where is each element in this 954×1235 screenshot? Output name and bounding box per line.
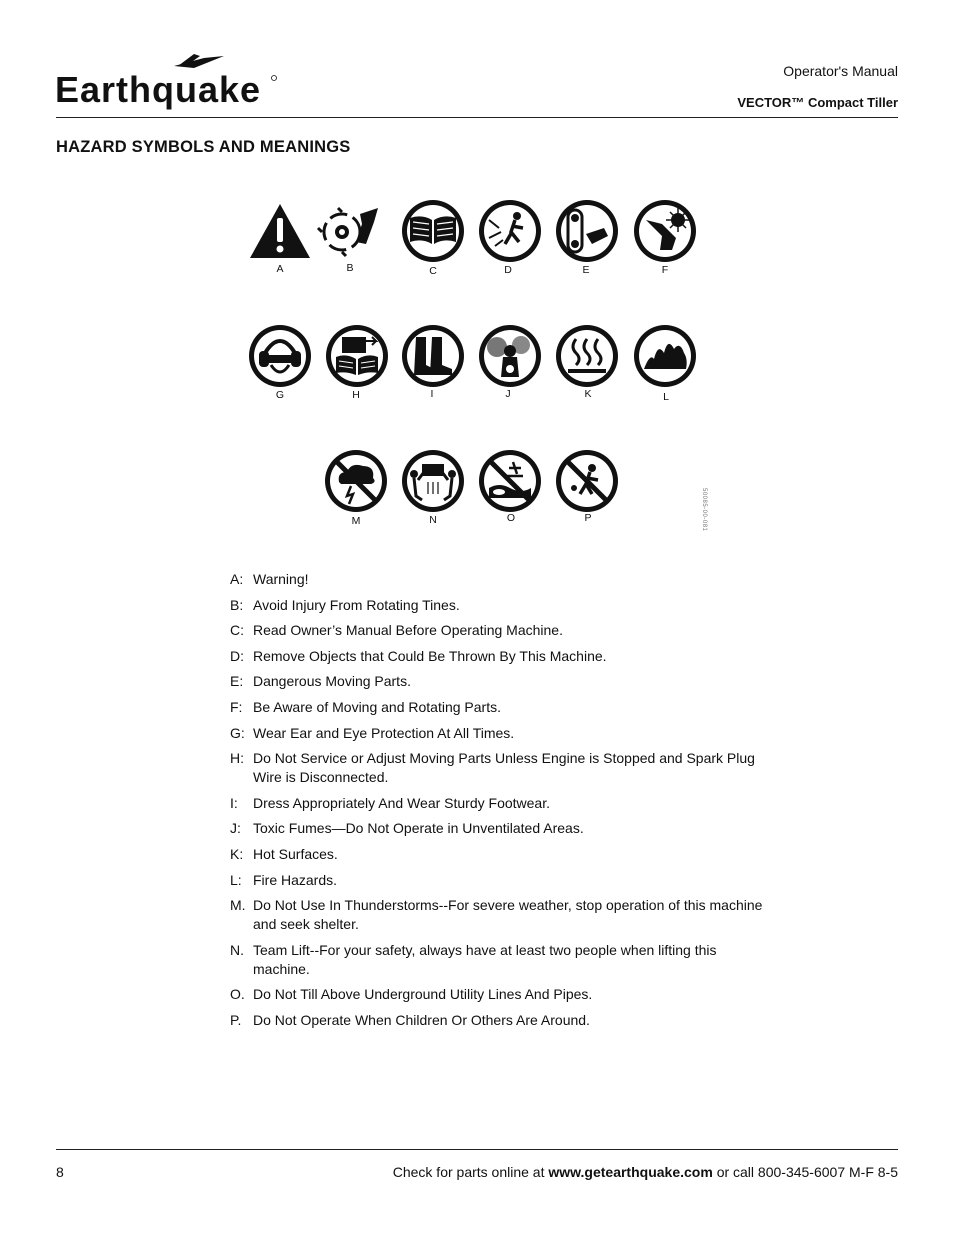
sturdy-footwear-icon bbox=[400, 323, 466, 389]
legend-text: Do Not Use In Thunderstorms--For severe weather, stop operation of this machine and seek shelter. bbox=[253, 897, 763, 933]
symbol-letter-l: L bbox=[663, 391, 669, 403]
no-children-icon bbox=[554, 448, 620, 514]
symbol-letter-h: H bbox=[352, 389, 360, 401]
legend-letter: C: bbox=[230, 622, 244, 639]
legend-text: Avoid Injury From Rotating Tines. bbox=[253, 596, 460, 613]
team-lift-icon bbox=[400, 448, 466, 514]
footer-suffix: or call 800-345-6007 M-F 8-5 bbox=[716, 1164, 898, 1180]
ear-eye-protection-icon bbox=[247, 323, 313, 389]
moving-parts-icon bbox=[554, 198, 620, 264]
product-name: Compact Tiller bbox=[807, 95, 898, 110]
legend-text: Be Aware of Moving and Rotating Parts. bbox=[253, 698, 501, 715]
legend-item bbox=[230, 647, 770, 666]
legend-letter: L: bbox=[230, 871, 242, 888]
symbol-letter-o: O bbox=[506, 512, 516, 524]
warning-triangle-icon bbox=[247, 198, 313, 264]
svg-text:Earthquake: Earthquake bbox=[55, 69, 262, 110]
section-title: HAZARD SYMBOLS AND MEANINGS bbox=[56, 138, 351, 156]
legend-text: Team Lift--For your safety, always have at least two people when lifting this machine. bbox=[253, 941, 717, 977]
legend-item bbox=[230, 570, 770, 589]
legend-item bbox=[230, 819, 770, 838]
footer-prefix: Check for parts online at bbox=[392, 1164, 545, 1180]
hazard-legend bbox=[230, 570, 770, 1037]
footer-url-link[interactable]: www.getearthquake.com bbox=[548, 1164, 713, 1180]
no-utility-lines-icon bbox=[477, 448, 543, 514]
fire-hazard-icon bbox=[632, 323, 698, 389]
legend-text: Do Not Till Above Underground Utility Lines And Pipes. bbox=[253, 986, 593, 1003]
legend-letter: E: bbox=[230, 673, 244, 690]
legend-letter: K: bbox=[230, 845, 244, 862]
symbol-letter-i: I bbox=[430, 388, 434, 400]
service-manual-icon bbox=[324, 323, 390, 389]
legend-item bbox=[230, 896, 770, 934]
legend-text: Dangerous Moving Parts. bbox=[253, 673, 411, 690]
legend-text: Fire Hazards. bbox=[253, 871, 338, 888]
legend-letter: J: bbox=[230, 820, 241, 837]
legend-item bbox=[230, 724, 770, 743]
legend-item bbox=[230, 621, 770, 640]
legend-letter: B: bbox=[230, 596, 244, 613]
thrown-objects-icon bbox=[477, 198, 543, 264]
legend-item bbox=[230, 1011, 770, 1030]
legend-text: Remove Objects that Could Be Thrown By This Machine. bbox=[253, 647, 607, 664]
toxic-fumes-icon bbox=[477, 323, 543, 389]
legend-item bbox=[230, 596, 770, 615]
legend-text: Toxic Fumes—Do Not Operate in Unventilated Areas. bbox=[253, 820, 584, 837]
legend-text: Read Owner’s Manual Before Operating Machine. bbox=[253, 622, 563, 639]
symbol-letter-d: D bbox=[504, 264, 512, 276]
legend-letter: A: bbox=[230, 571, 244, 587]
symbol-letter-n: N bbox=[429, 514, 437, 526]
legend-item bbox=[230, 672, 770, 691]
symbol-letter-c: C bbox=[429, 265, 437, 277]
hot-surface-icon bbox=[554, 323, 620, 389]
symbol-letter-b: B bbox=[346, 262, 354, 274]
symbol-letter-m: M bbox=[351, 515, 361, 527]
earthquake-logo bbox=[54, 52, 280, 114]
legend-letter: P. bbox=[230, 1011, 242, 1028]
earthquake-logo-icon bbox=[54, 52, 280, 114]
read-manual-icon bbox=[400, 198, 466, 264]
legend-item bbox=[230, 845, 770, 864]
no-thunderstorm-icon bbox=[323, 448, 389, 514]
symbol-letter-k: K bbox=[584, 388, 592, 400]
legend-letter: D: bbox=[230, 647, 244, 664]
legend-item bbox=[230, 749, 770, 787]
legend-item bbox=[230, 941, 770, 979]
legend-item bbox=[230, 871, 770, 890]
legend-text: Dress Appropriately And Wear Sturdy Footwear. bbox=[253, 794, 550, 811]
rotating-parts-hand-icon bbox=[632, 198, 698, 264]
symbol-letter-j: J bbox=[505, 388, 511, 400]
legend-item bbox=[230, 794, 770, 813]
legend-letter: M. bbox=[230, 897, 246, 914]
manual-label: Operator's Manual bbox=[783, 63, 898, 79]
header-divider bbox=[56, 117, 898, 118]
symbol-letter-p: P bbox=[584, 512, 592, 524]
footer-contact bbox=[393, 1164, 898, 1180]
page-number: 8 bbox=[56, 1164, 64, 1180]
symbol-letter-e: E bbox=[582, 264, 590, 276]
legend-item bbox=[230, 985, 770, 1004]
footer-divider bbox=[56, 1149, 898, 1150]
legend-text: Warning! bbox=[253, 571, 309, 587]
symbol-letter-a: A bbox=[276, 263, 284, 275]
legend-text: Do Not Service or Adjust Moving Parts Unless Engine is Stopped and Spark Plug Wire is Disconnected. bbox=[253, 750, 755, 786]
legend-letter: H: bbox=[230, 750, 244, 767]
legend-letter: N. bbox=[230, 941, 244, 958]
legend-letter: O. bbox=[230, 986, 245, 1003]
rotating-tines-icon bbox=[316, 198, 382, 264]
figure-code: 50085-00-081 bbox=[701, 488, 707, 532]
product-brand: VECTOR™ bbox=[737, 95, 805, 110]
product-title bbox=[737, 95, 898, 110]
legend-letter: F: bbox=[230, 698, 243, 715]
legend-text: Hot Surfaces. bbox=[253, 845, 338, 862]
symbol-letter-g: G bbox=[275, 389, 285, 401]
symbol-letter-f: F bbox=[661, 264, 669, 276]
legend-text: Wear Ear and Eye Protection At All Times. bbox=[253, 724, 515, 741]
legend-letter: I: bbox=[230, 794, 238, 811]
legend-letter: G: bbox=[230, 724, 245, 741]
legend-item bbox=[230, 698, 770, 717]
legend-text: Do Not Operate When Children Or Others Are Around. bbox=[253, 1011, 590, 1028]
